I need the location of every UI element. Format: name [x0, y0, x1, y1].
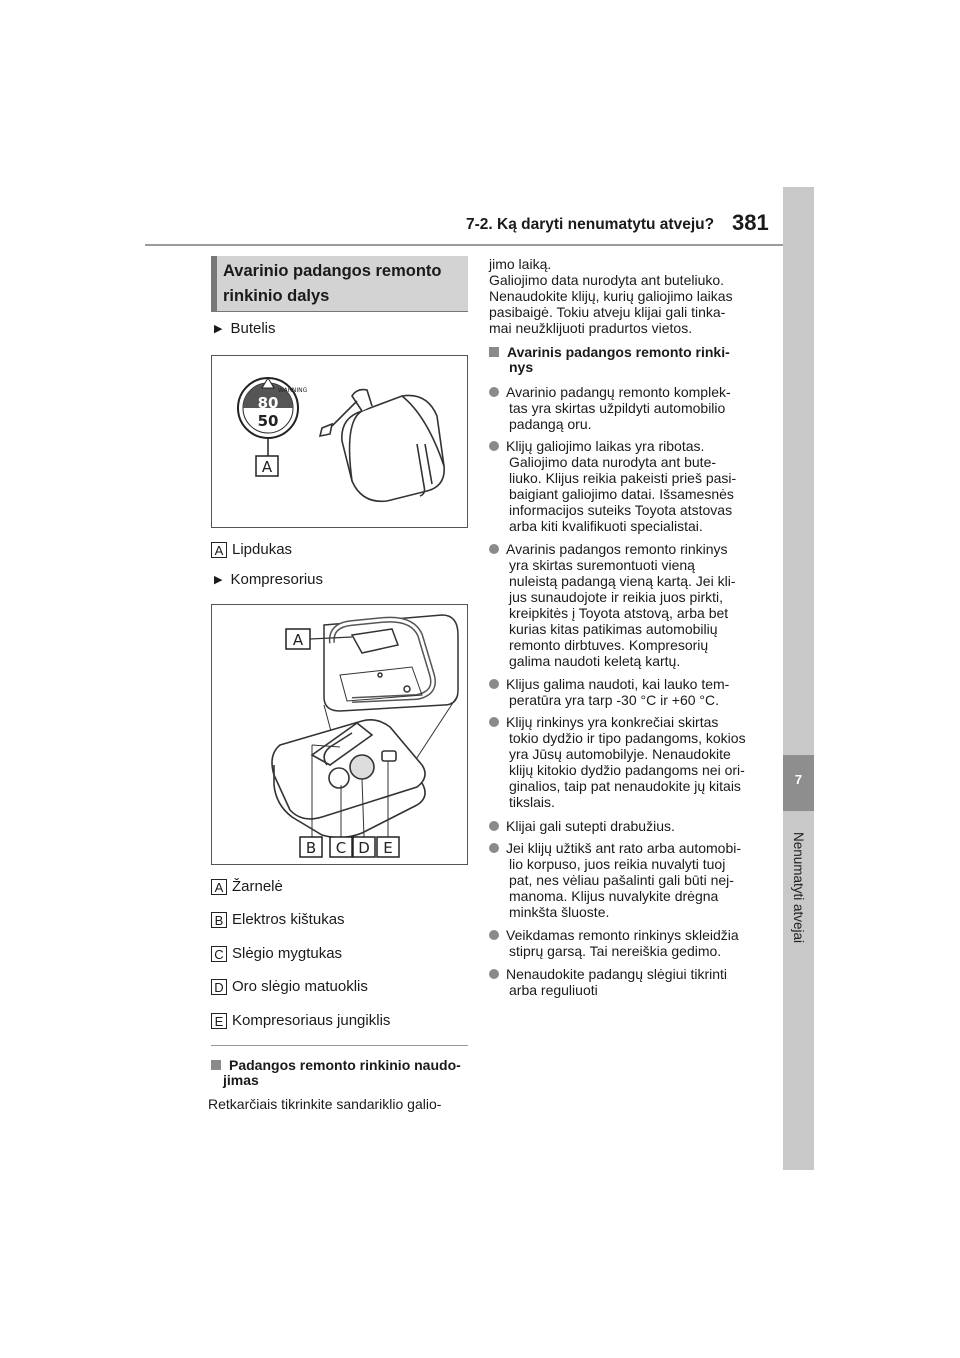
bullet-dot-icon — [489, 930, 499, 940]
compressor-legend-a: A Žarnelė — [211, 878, 283, 895]
bullet-dot-icon — [489, 679, 499, 689]
compressor-figure — [211, 604, 468, 865]
bullet-dot-icon — [489, 717, 499, 727]
usage-text-left: Retkarčiais tikrinkite sandariklio galio- — [208, 1096, 442, 1112]
compressor-illustration — [212, 605, 467, 864]
usage-text-right: jimo laiką. Galiojimo data nurodyta ant buteliuko. Nenaudokite klijų, kurių galiojimo laikas pasibaigė. Tokiu atveju klijai gali tinka- mai neužklijuoti pradurtos vietos. — [489, 256, 733, 336]
section-title — [223, 259, 463, 309]
bullet-dot-icon — [489, 441, 499, 451]
bullet-dot-icon — [489, 843, 499, 853]
page-number: 381 — [732, 210, 769, 235]
compressor-heading: ▶ Kompresorius — [214, 571, 324, 588]
compressor-legend-c: C Slėgio mygtukas — [211, 945, 342, 962]
kit-bullet: Klijų rinkinys yra konkrečiai skirtas tokio dydžio ir tipo padangoms, kokios yra Jūsų automobilyje. Nenaudokite klijų kitokio dydžio padangoms nei ori- ginalios, taip pat nenaudokite jų kitais tikslais. — [489, 714, 759, 810]
sticker-warning: WARNING — [278, 387, 308, 394]
kit-heading: Avarinis padangos remonto rinki- nys — [489, 345, 759, 375]
bottle-legend-a: A Lipdukas — [211, 541, 292, 558]
bottle-label-a: A — [261, 458, 273, 476]
compressor-legend-e: E Kompresoriaus jungiklis — [211, 1012, 390, 1029]
chapter-name: Nenumatyti atvejai — [791, 832, 806, 944]
sticker-icon — [238, 378, 308, 438]
kit-bullet: Klijai gali sutepti drabužius. — [489, 818, 759, 834]
compressor-legend-b: B Elektros kištukas — [211, 911, 345, 928]
sticker-speed-top: 80 — [257, 394, 279, 412]
bottle-figure — [211, 355, 468, 528]
kit-bullet: Klijų galiojimo laikas yra ribotas. Galiojimo data nurodyta ant bute- liuko. Klijus reikia pakeisti prieš pasi- baigiant galiojimo datai. Išsamesnės informacijos suteiks Toyota atstovas arba kiti kvalifikuoti specialistai. — [489, 438, 759, 534]
chapter-number: 7 — [794, 772, 803, 787]
kit-bullet: Klijus galima naudoti, kai lauko tem- peratūra yra tarp -30 °C ir +60 °C. — [489, 676, 759, 708]
compressor-label-d: D — [358, 839, 370, 857]
section-divider — [211, 1045, 468, 1046]
bottle-heading: ▶ Butelis — [214, 320, 276, 337]
chapter-title: 7-2. Ką daryti nenumatytu atveju? — [466, 216, 715, 233]
bullet-dot-icon — [489, 969, 499, 979]
usage-heading: Padangos remonto rinkinio naudo- jimas — [211, 1058, 471, 1088]
compressor-label-e: E — [383, 839, 393, 857]
kit-bullet: Veikdamas remonto rinkinys skleidžia stiprų garsą. Tai nereiškia gedimo. — [489, 927, 759, 959]
square-bullet-icon — [489, 347, 499, 357]
section-title-line1: Avarinio padangos remonto — [223, 262, 442, 280]
bullet-dot-icon — [489, 544, 499, 554]
bottle-illustration — [212, 356, 467, 527]
triangle-bullet-icon: ▶ — [214, 323, 223, 335]
header-divider — [145, 244, 783, 246]
kit-bullet: Nenaudokite padangų slėgiui tikrinti arba reguliuoti — [489, 966, 759, 998]
legend-letter: A — [211, 542, 227, 558]
side-tab — [783, 187, 814, 1170]
compressor-label-c: C — [335, 839, 347, 857]
section-title-line2: rinkinio dalys — [223, 287, 330, 305]
compressor-body-icon — [272, 720, 425, 838]
kit-bullet: Avarinis padangos remonto rinkinys yra skirtas suremontuoti vieną nuleistą padangą vieną kartą. Jei kli- jus sunaudojote ir reikia juos pirkti, kreipkitės į Toyota atstovą, arba bet kurias kitas patikimas automobilių remonto dirbtuves. Kompresorių galima naudoti keletą kartų. — [489, 541, 759, 669]
square-bullet-icon — [211, 1060, 221, 1070]
compressor-inset — [324, 615, 458, 711]
bullet-dot-icon — [489, 387, 499, 397]
triangle-bullet-icon: ▶ — [214, 574, 223, 586]
kit-bullet: Avarinio padangų remonto komplek- tas yra skirtas užpildyti automobilio padangą oru. — [489, 384, 759, 432]
compressor-label-b: B — [305, 839, 317, 857]
bullet-dot-icon — [489, 821, 499, 831]
compressor-label-a: A — [292, 631, 304, 649]
kit-bullet: Jei klijų užtikš ant rato arba automobi- lio korpuso, juos reikia nuvalyti tuoj pat, nes vėliau pašalinti gali būti nej- manoma. Klijus nuvalykite drėgna minkšta šluoste. — [489, 840, 759, 920]
compressor-legend-d: D Oro slėgio matuoklis — [211, 978, 368, 995]
sticker-speed-bottom: 50 — [257, 412, 279, 430]
bottle-icon — [320, 390, 444, 502]
